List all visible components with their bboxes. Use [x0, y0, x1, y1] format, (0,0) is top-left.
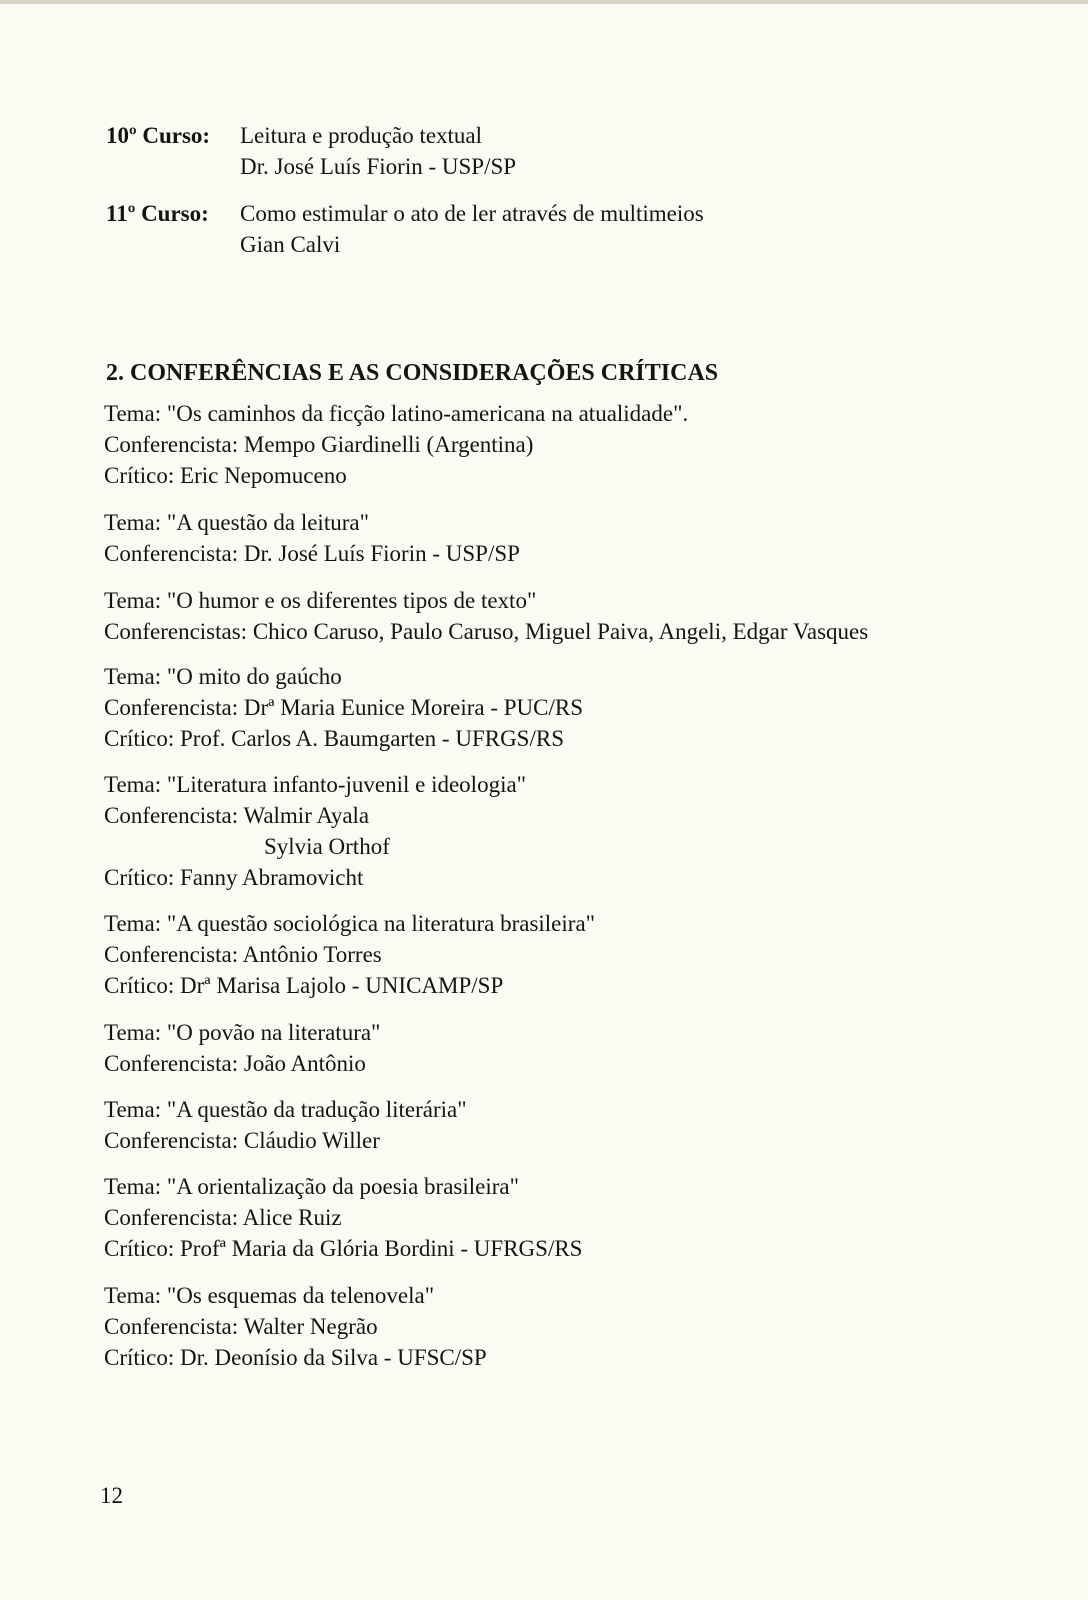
- talk-tema: Tema: "Literatura infanto-juvenil e ideologia": [104, 772, 527, 797]
- talk-conferencista: Conferencista: Mempo Giardinelli (Argentina): [104, 432, 534, 457]
- talk-conferencista: Conferencistas: Chico Caruso, Paulo Caruso, Miguel Paiva, Angeli, Edgar Vasques: [104, 619, 869, 644]
- talk-critico: Crítico: Eric Nepomuceno: [104, 463, 347, 488]
- talk-conferencista: Conferencista: Dr. José Luís Fiorin - USP/SP: [104, 541, 520, 566]
- talk-tema: Tema: "A questão sociológica na literatura brasileira": [104, 911, 596, 936]
- course-title: Como estimular o ato de ler através de multimeios: [240, 201, 704, 226]
- talk-critico: Crítico: Dr. Deonísio da Silva - UFSC/SP: [104, 1345, 487, 1370]
- course-teacher: Dr. José Luís Fiorin - USP/SP: [240, 154, 517, 179]
- course-label: 10º Curso:: [106, 123, 211, 148]
- talk-tema: Tema: "Os esquemas da telenovela": [104, 1283, 435, 1308]
- course-teacher: Gian Calvi: [240, 232, 341, 257]
- talk-conferencista: Conferencista: Alice Ruiz: [104, 1205, 342, 1230]
- course-label: 11º Curso:: [106, 201, 209, 226]
- talk-critico: Crítico: Prof. Carlos A. Baumgarten - UFRGS/RS: [104, 726, 564, 751]
- talk-conferencista: Conferencista: Drª Maria Eunice Moreira - PUC/RS: [104, 695, 584, 720]
- section-title: 2. CONFERÊNCIAS E AS CONSIDERAÇÕES CRÍTICAS: [106, 360, 719, 386]
- talk-conferencista: Conferencista: Cláudio Willer: [104, 1128, 380, 1153]
- talk-tema: Tema: "Os caminhos da ficção latino-americana na atualidade".: [104, 401, 689, 426]
- talk-conferencista: Conferencista: João Antônio: [104, 1051, 366, 1076]
- talk-tema: Tema: "O povão na literatura": [104, 1020, 381, 1045]
- talk-tema: Tema: "O humor e os diferentes tipos de texto": [104, 588, 537, 613]
- talk-critico: Crítico: Fanny Abramovicht: [104, 865, 364, 890]
- talk-tema: Tema: "A orientalização da poesia brasileira": [104, 1174, 520, 1199]
- page-number: 12: [100, 1483, 123, 1508]
- course-title: Leitura e produção textual: [240, 123, 483, 148]
- talk-conferencista: Conferencista: Walmir Ayala: [104, 803, 370, 828]
- talk-tema: Tema: "A questão da leitura": [104, 510, 369, 535]
- talk-tema: Tema: "A questão da tradução literária": [104, 1097, 467, 1122]
- talk-conferencista-2: Sylvia Orthof: [264, 834, 390, 859]
- talk-conferencista: Conferencista: Antônio Torres: [104, 942, 382, 967]
- talk-critico: Crítico: Drª Marisa Lajolo - UNICAMP/SP: [104, 973, 504, 998]
- talk-conferencista: Conferencista: Walter Negrão: [104, 1314, 378, 1339]
- talk-critico: Crítico: Profª Maria da Glória Bordini - UFRGS/RS: [104, 1236, 583, 1261]
- talk-tema: Tema: "O mito do gaúcho: [104, 664, 342, 689]
